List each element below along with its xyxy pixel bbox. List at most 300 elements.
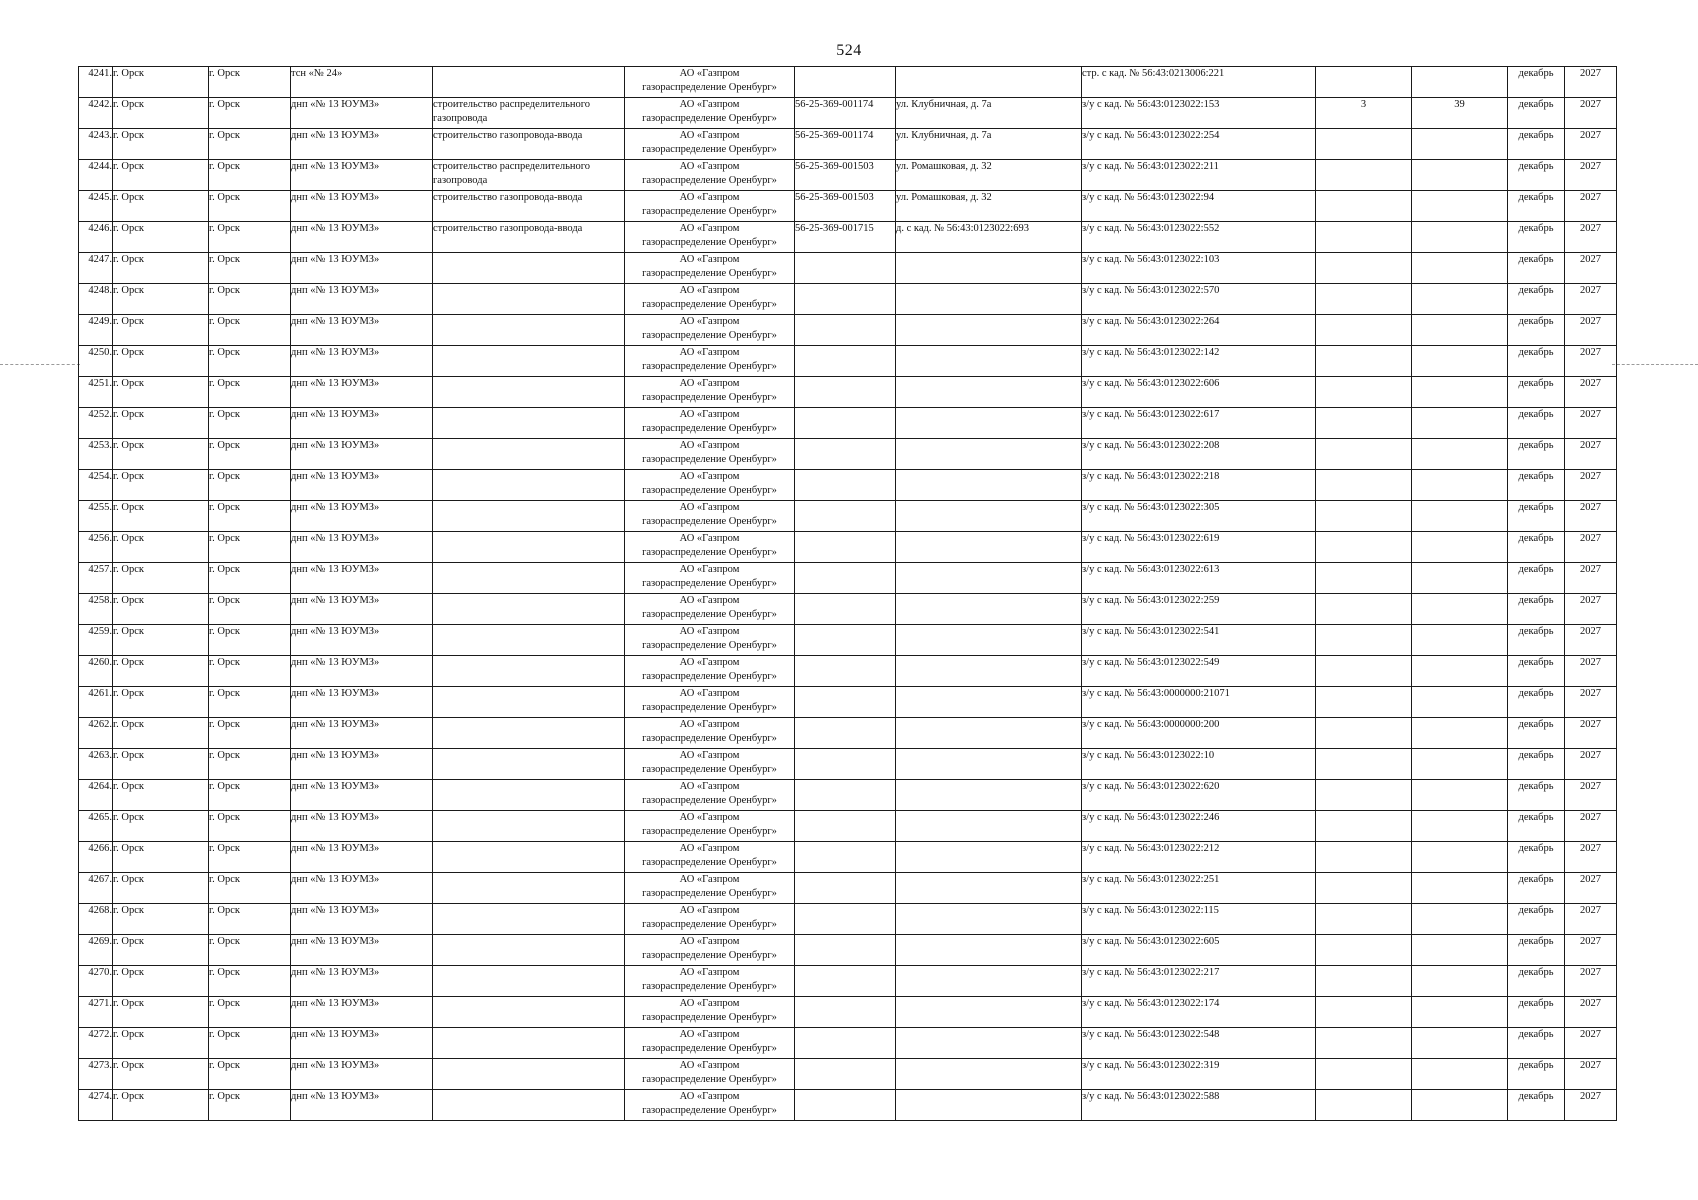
cadastral-number-cell: з/у с кад. № 56:43:0123022:319 <box>1082 1059 1316 1090</box>
locality-cell: г. Орск <box>209 501 291 532</box>
year-cell: 2027 <box>1565 966 1617 997</box>
organization-cell <box>625 625 795 656</box>
object-cell: днп «№ 13 ЮУМЗ» <box>291 1059 433 1090</box>
year-cell: 2027 <box>1565 315 1617 346</box>
row-number-cell: 4244. <box>79 160 113 191</box>
length-cell <box>1412 749 1508 780</box>
work-type-cell <box>433 98 625 129</box>
city-cell: г. Орск <box>113 191 209 222</box>
length-cell <box>1412 873 1508 904</box>
work-type-cell <box>433 687 625 718</box>
organization-name-line2: газораспределение Оренбург» <box>642 795 777 806</box>
table-row <box>79 98 1617 129</box>
city-cell: г. Орск <box>113 284 209 315</box>
organization-name-line1: АО «Газпром <box>679 812 740 823</box>
row-number-cell: 4246. <box>79 222 113 253</box>
organization-name-line2: газораспределение Оренбург» <box>642 1074 777 1085</box>
table-row <box>79 563 1617 594</box>
length-cell <box>1412 191 1508 222</box>
work-type-cell <box>433 253 625 284</box>
row-number-cell: 4251. <box>79 377 113 408</box>
work-type-cell <box>433 904 625 935</box>
table-row <box>79 439 1617 470</box>
table-row <box>79 346 1617 377</box>
application-code-cell <box>795 1090 896 1121</box>
address-cell <box>896 1028 1082 1059</box>
work-type-cell <box>433 129 625 160</box>
length-cell <box>1412 532 1508 563</box>
table-row <box>79 625 1617 656</box>
row-number-cell: 4266. <box>79 842 113 873</box>
quantity-cell <box>1316 284 1412 315</box>
locality-cell: г. Орск <box>209 966 291 997</box>
year-cell: 2027 <box>1565 1028 1617 1059</box>
city-cell: г. Орск <box>113 501 209 532</box>
table-row <box>79 253 1617 284</box>
organization-name-line1: АО «Газпром <box>679 347 740 358</box>
city-cell: г. Орск <box>113 67 209 98</box>
organization-name-line2: газораспределение Оренбург» <box>642 857 777 868</box>
organization-cell <box>625 811 795 842</box>
cadastral-number-cell: з/у с кад. № 56:43:0123022:10 <box>1082 749 1316 780</box>
row-number-cell: 4250. <box>79 346 113 377</box>
city-cell: г. Орск <box>113 160 209 191</box>
length-cell: 39 <box>1412 98 1508 129</box>
table-row <box>79 408 1617 439</box>
organization-name-line1: АО «Газпром <box>679 68 740 79</box>
organization-name-line1: АО «Газпром <box>679 471 740 482</box>
application-code-cell <box>795 842 896 873</box>
application-code-cell <box>795 687 896 718</box>
month-cell: декабрь <box>1508 594 1565 625</box>
city-cell: г. Орск <box>113 842 209 873</box>
row-number-cell: 4268. <box>79 904 113 935</box>
organization-name-line2: газораспределение Оренбург» <box>642 299 777 310</box>
locality-cell: г. Орск <box>209 160 291 191</box>
organization-cell <box>625 935 795 966</box>
address-cell: ул. Клубничная, д. 7а <box>896 129 1082 160</box>
month-cell: декабрь <box>1508 284 1565 315</box>
locality-cell: г. Орск <box>209 656 291 687</box>
organization-name-line1: АО «Газпром <box>679 316 740 327</box>
locality-cell: г. Орск <box>209 439 291 470</box>
locality-cell: г. Орск <box>209 1090 291 1121</box>
organization-cell <box>625 346 795 377</box>
quantity-cell <box>1316 625 1412 656</box>
month-cell: декабрь <box>1508 935 1565 966</box>
quantity-cell <box>1316 780 1412 811</box>
scan-artifact-line-right <box>1612 364 1698 365</box>
organization-name-line1: АО «Газпром <box>679 750 740 761</box>
length-cell <box>1412 904 1508 935</box>
organization-name-line1: АО «Газпром <box>679 998 740 1009</box>
month-cell: декабрь <box>1508 904 1565 935</box>
work-type-cell <box>433 470 625 501</box>
locality-cell: г. Орск <box>209 253 291 284</box>
organization-name-line2: газораспределение Оренбург» <box>642 423 777 434</box>
cadastral-number-cell: з/у с кад. № 56:43:0123022:606 <box>1082 377 1316 408</box>
locality-cell: г. Орск <box>209 718 291 749</box>
city-cell: г. Орск <box>113 594 209 625</box>
year-cell: 2027 <box>1565 873 1617 904</box>
object-cell: днп «№ 13 ЮУМЗ» <box>291 718 433 749</box>
organization-name-line1: АО «Газпром <box>679 99 740 110</box>
organization-cell <box>625 966 795 997</box>
city-cell: г. Орск <box>113 997 209 1028</box>
locality-cell: г. Орск <box>209 904 291 935</box>
organization-cell <box>625 470 795 501</box>
organization-name-line2: газораспределение Оренбург» <box>642 1105 777 1116</box>
year-cell: 2027 <box>1565 656 1617 687</box>
quantity-cell <box>1316 377 1412 408</box>
locality-cell: г. Орск <box>209 191 291 222</box>
row-number-cell: 4257. <box>79 563 113 594</box>
row-number-cell: 4273. <box>79 1059 113 1090</box>
organization-name-line1: АО «Газпром <box>679 285 740 296</box>
organization-name-line2: газораспределение Оренбург» <box>642 640 777 651</box>
table-row <box>79 811 1617 842</box>
length-cell <box>1412 253 1508 284</box>
cadastral-number-cell: з/у с кад. № 56:43:0123022:541 <box>1082 625 1316 656</box>
city-cell: г. Орск <box>113 439 209 470</box>
month-cell: декабрь <box>1508 470 1565 501</box>
cadastral-number-cell: з/у с кад. № 56:43:0123022:174 <box>1082 997 1316 1028</box>
length-cell <box>1412 997 1508 1028</box>
cadastral-number-cell: з/у с кад. № 56:43:0000000:200 <box>1082 718 1316 749</box>
table-row <box>79 966 1617 997</box>
application-code-cell: 56-25-369-001174 <box>795 98 896 129</box>
locality-cell: г. Орск <box>209 408 291 439</box>
year-cell: 2027 <box>1565 160 1617 191</box>
object-cell: днп «№ 13 ЮУМЗ» <box>291 253 433 284</box>
application-code-cell <box>795 346 896 377</box>
object-cell: днп «№ 13 ЮУМЗ» <box>291 842 433 873</box>
year-cell: 2027 <box>1565 935 1617 966</box>
length-cell <box>1412 780 1508 811</box>
work-type-cell <box>433 966 625 997</box>
locality-cell: г. Орск <box>209 625 291 656</box>
organization-cell <box>625 1028 795 1059</box>
application-code-cell <box>795 749 896 780</box>
city-cell: г. Орск <box>113 563 209 594</box>
work-type-cell <box>433 377 625 408</box>
row-number-cell: 4253. <box>79 439 113 470</box>
organization-name-line2: газораспределение Оренбург» <box>642 1012 777 1023</box>
address-cell <box>896 284 1082 315</box>
length-cell <box>1412 718 1508 749</box>
application-code-cell <box>795 656 896 687</box>
object-cell: днп «№ 13 ЮУМЗ» <box>291 656 433 687</box>
cadastral-number-cell: з/у с кад. № 56:43:0123022:570 <box>1082 284 1316 315</box>
organization-name-line2: газораспределение Оренбург» <box>642 826 777 837</box>
register-table-body <box>79 67 1617 1121</box>
address-cell <box>896 253 1082 284</box>
length-cell <box>1412 346 1508 377</box>
object-cell: днп «№ 13 ЮУМЗ» <box>291 222 433 253</box>
organization-name-line1: АО «Газпром <box>679 967 740 978</box>
address-cell <box>896 842 1082 873</box>
application-code-cell <box>795 718 896 749</box>
cadastral-number-cell: з/у с кад. № 56:43:0123022:246 <box>1082 811 1316 842</box>
application-code-cell: 56-25-369-001503 <box>795 191 896 222</box>
row-number-cell: 4243. <box>79 129 113 160</box>
year-cell: 2027 <box>1565 284 1617 315</box>
month-cell: декабрь <box>1508 315 1565 346</box>
length-cell <box>1412 129 1508 160</box>
object-cell: днп «№ 13 ЮУМЗ» <box>291 780 433 811</box>
work-type-cell <box>433 656 625 687</box>
length-cell <box>1412 470 1508 501</box>
application-code-cell <box>795 253 896 284</box>
object-cell: днп «№ 13 ЮУМЗ» <box>291 935 433 966</box>
object-cell: днп «№ 13 ЮУМЗ» <box>291 377 433 408</box>
row-number-cell: 4260. <box>79 656 113 687</box>
city-cell: г. Орск <box>113 346 209 377</box>
application-code-cell <box>795 284 896 315</box>
address-cell <box>896 408 1082 439</box>
length-cell <box>1412 284 1508 315</box>
locality-cell: г. Орск <box>209 873 291 904</box>
locality-cell: г. Орск <box>209 594 291 625</box>
organization-name-line2: газораспределение Оренбург» <box>642 206 777 217</box>
cadastral-number-cell: з/у с кад. № 56:43:0123022:305 <box>1082 501 1316 532</box>
cadastral-number-cell: з/у с кад. № 56:43:0123022:254 <box>1082 129 1316 160</box>
application-code-cell <box>795 315 896 346</box>
quantity-cell <box>1316 594 1412 625</box>
locality-cell: г. Орск <box>209 842 291 873</box>
city-cell: г. Орск <box>113 408 209 439</box>
organization-name-line2: газораспределение Оренбург» <box>642 764 777 775</box>
table-row <box>79 191 1617 222</box>
table-row <box>79 470 1617 501</box>
object-cell: днп «№ 13 ЮУМЗ» <box>291 687 433 718</box>
organization-name-line1: АО «Газпром <box>679 688 740 699</box>
cadastral-number-cell: з/у с кад. № 56:43:0123022:212 <box>1082 842 1316 873</box>
year-cell: 2027 <box>1565 842 1617 873</box>
organization-name-line2: газораспределение Оренбург» <box>642 702 777 713</box>
quantity-cell <box>1316 935 1412 966</box>
address-cell <box>896 718 1082 749</box>
application-code-cell: 56-25-369-001715 <box>795 222 896 253</box>
table-row <box>79 129 1617 160</box>
organization-cell <box>625 439 795 470</box>
table-row <box>79 780 1617 811</box>
length-cell <box>1412 811 1508 842</box>
object-cell: днп «№ 13 ЮУМЗ» <box>291 1028 433 1059</box>
cadastral-number-cell: з/у с кад. № 56:43:0123022:251 <box>1082 873 1316 904</box>
table-row <box>79 1090 1617 1121</box>
cadastral-number-cell: з/у с кад. № 56:43:0000000:21071 <box>1082 687 1316 718</box>
organization-name-line2: газораспределение Оренбург» <box>642 330 777 341</box>
organization-name-line2: газораспределение Оренбург» <box>642 733 777 744</box>
quantity-cell <box>1316 191 1412 222</box>
work-type-cell <box>433 842 625 873</box>
table-row <box>79 1028 1617 1059</box>
quantity-cell <box>1316 687 1412 718</box>
address-cell <box>896 904 1082 935</box>
object-cell: днп «№ 13 ЮУМЗ» <box>291 966 433 997</box>
cadastral-number-cell: з/у с кад. № 56:43:0123022:549 <box>1082 656 1316 687</box>
table-row <box>79 873 1617 904</box>
organization-cell <box>625 315 795 346</box>
city-cell: г. Орск <box>113 222 209 253</box>
locality-cell: г. Орск <box>209 935 291 966</box>
length-cell <box>1412 315 1508 346</box>
row-number-cell: 4262. <box>79 718 113 749</box>
city-cell: г. Орск <box>113 718 209 749</box>
address-cell: д. с кад. № 56:43:0123022:693 <box>896 222 1082 253</box>
organization-name-line2: газораспределение Оренбург» <box>642 609 777 620</box>
table-row <box>79 532 1617 563</box>
organization-cell <box>625 656 795 687</box>
organization-cell <box>625 253 795 284</box>
table-row <box>79 1059 1617 1090</box>
organization-name-line1: АО «Газпром <box>679 409 740 420</box>
object-cell: днп «№ 13 ЮУМЗ» <box>291 160 433 191</box>
organization-cell <box>625 997 795 1028</box>
address-cell <box>896 67 1082 98</box>
locality-cell: г. Орск <box>209 98 291 129</box>
length-cell <box>1412 501 1508 532</box>
row-number-cell: 4241. <box>79 67 113 98</box>
quantity-cell <box>1316 1059 1412 1090</box>
year-cell: 2027 <box>1565 687 1617 718</box>
locality-cell: г. Орск <box>209 129 291 160</box>
object-cell: днп «№ 13 ЮУМЗ» <box>291 873 433 904</box>
organization-name-line2: газораспределение Оренбург» <box>642 237 777 248</box>
organization-name-line2: газораспределение Оренбург» <box>642 454 777 465</box>
month-cell: декабрь <box>1508 718 1565 749</box>
locality-cell: г. Орск <box>209 377 291 408</box>
quantity-cell: 3 <box>1316 98 1412 129</box>
work-type-cell <box>433 935 625 966</box>
cadastral-number-cell: з/у с кад. № 56:43:0123022:153 <box>1082 98 1316 129</box>
work-type-cell <box>433 439 625 470</box>
address-cell <box>896 811 1082 842</box>
organization-cell <box>625 377 795 408</box>
table-row <box>79 67 1617 98</box>
object-cell: днп «№ 13 ЮУМЗ» <box>291 98 433 129</box>
application-code-cell <box>795 67 896 98</box>
cadastral-number-cell: з/у с кад. № 56:43:0123022:605 <box>1082 935 1316 966</box>
cadastral-number-cell: з/у с кад. № 56:43:0123022:94 <box>1082 191 1316 222</box>
address-cell: ул. Ромашковая, д. 32 <box>896 191 1082 222</box>
length-cell <box>1412 439 1508 470</box>
object-cell: днп «№ 13 ЮУМЗ» <box>291 501 433 532</box>
address-cell <box>896 346 1082 377</box>
organization-name-line1: АО «Газпром <box>679 378 740 389</box>
month-cell: декабрь <box>1508 780 1565 811</box>
quantity-cell <box>1316 997 1412 1028</box>
application-code-cell <box>795 377 896 408</box>
cadastral-number-cell: з/у с кад. № 56:43:0123022:617 <box>1082 408 1316 439</box>
cadastral-number-cell: з/у с кад. № 56:43:0123022:218 <box>1082 470 1316 501</box>
month-cell: декабрь <box>1508 842 1565 873</box>
address-cell <box>896 594 1082 625</box>
month-cell: декабрь <box>1508 346 1565 377</box>
table-row <box>79 377 1617 408</box>
month-cell: декабрь <box>1508 656 1565 687</box>
month-cell: декабрь <box>1508 749 1565 780</box>
organization-name-line2: газораспределение Оренбург» <box>642 113 777 124</box>
organization-name-line1: АО «Газпром <box>679 657 740 668</box>
city-cell: г. Орск <box>113 98 209 129</box>
month-cell: декабрь <box>1508 67 1565 98</box>
address-cell <box>896 1059 1082 1090</box>
organization-name-line2: газораспределение Оренбург» <box>642 888 777 899</box>
year-cell: 2027 <box>1565 594 1617 625</box>
length-cell <box>1412 594 1508 625</box>
cadastral-number-cell: з/у с кад. № 56:43:0123022:588 <box>1082 1090 1316 1121</box>
quantity-cell <box>1316 315 1412 346</box>
work-type-text: строительство распределительного газопровода <box>433 161 591 186</box>
organization-name-line1: АО «Газпром <box>679 130 740 141</box>
cadastral-number-cell: з/у с кад. № 56:43:0123022:264 <box>1082 315 1316 346</box>
year-cell: 2027 <box>1565 904 1617 935</box>
month-cell: декабрь <box>1508 532 1565 563</box>
locality-cell: г. Орск <box>209 67 291 98</box>
address-cell <box>896 1090 1082 1121</box>
row-number-cell: 4256. <box>79 532 113 563</box>
work-type-text: строительство газопровода-ввода <box>433 192 583 203</box>
row-number-cell: 4258. <box>79 594 113 625</box>
object-cell: днп «№ 13 ЮУМЗ» <box>291 563 433 594</box>
row-number-cell: 4249. <box>79 315 113 346</box>
year-cell: 2027 <box>1565 408 1617 439</box>
month-cell: декабрь <box>1508 408 1565 439</box>
address-cell <box>896 935 1082 966</box>
application-code-cell <box>795 966 896 997</box>
table-row <box>79 997 1617 1028</box>
work-type-cell <box>433 594 625 625</box>
organization-cell <box>625 687 795 718</box>
table-row <box>79 501 1617 532</box>
city-cell: г. Орск <box>113 625 209 656</box>
length-cell <box>1412 563 1508 594</box>
address-cell <box>896 625 1082 656</box>
organization-name-line1: АО «Газпром <box>679 905 740 916</box>
address-cell <box>896 687 1082 718</box>
organization-cell <box>625 160 795 191</box>
cadastral-number-cell: з/у с кад. № 56:43:0123022:217 <box>1082 966 1316 997</box>
length-cell <box>1412 1090 1508 1121</box>
locality-cell: г. Орск <box>209 749 291 780</box>
cadastral-number-cell: з/у с кад. № 56:43:0123022:619 <box>1082 532 1316 563</box>
year-cell: 2027 <box>1565 625 1617 656</box>
locality-cell: г. Орск <box>209 346 291 377</box>
application-code-cell <box>795 594 896 625</box>
organization-name-line2: газораспределение Оренбург» <box>642 516 777 527</box>
length-cell <box>1412 160 1508 191</box>
organization-name-line2: газораспределение Оренбург» <box>642 547 777 558</box>
address-cell <box>896 656 1082 687</box>
cadastral-number-cell: з/у с кад. № 56:43:0123022:103 <box>1082 253 1316 284</box>
work-type-cell <box>433 346 625 377</box>
organization-cell <box>625 594 795 625</box>
organization-cell <box>625 904 795 935</box>
application-code-cell <box>795 1059 896 1090</box>
month-cell: декабрь <box>1508 687 1565 718</box>
organization-cell <box>625 408 795 439</box>
quantity-cell <box>1316 253 1412 284</box>
organization-name-line2: газораспределение Оренбург» <box>642 268 777 279</box>
address-cell <box>896 315 1082 346</box>
year-cell: 2027 <box>1565 501 1617 532</box>
address-cell <box>896 501 1082 532</box>
work-type-text: строительство газопровода-ввода <box>433 223 583 234</box>
quantity-cell <box>1316 346 1412 377</box>
organization-cell <box>625 129 795 160</box>
